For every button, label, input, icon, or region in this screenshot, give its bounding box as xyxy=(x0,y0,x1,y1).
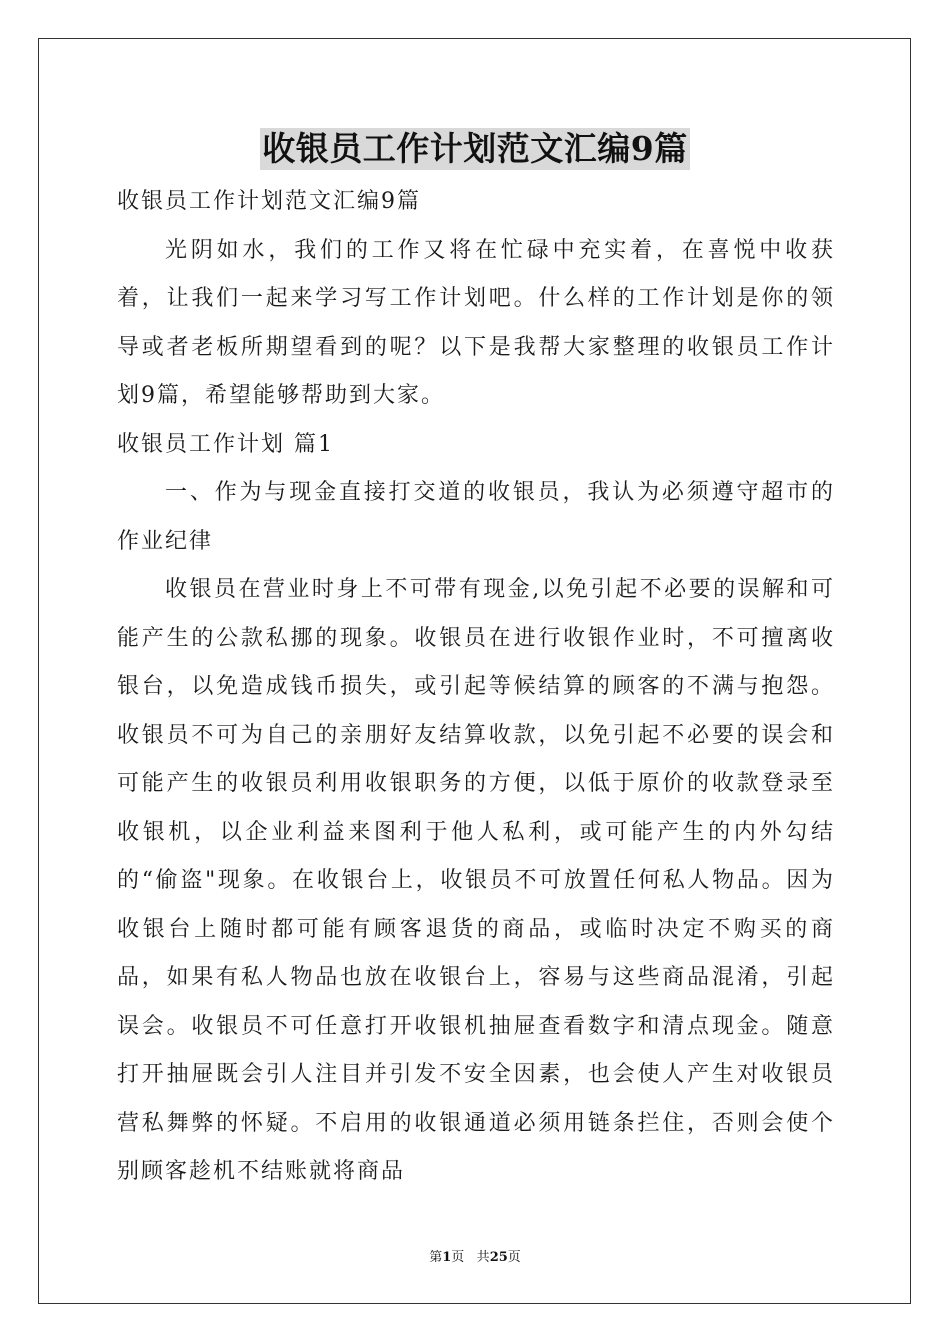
title-container xyxy=(0,128,950,170)
intro-paragraph: 光阴如水，我们的工作又将在忙碌中充实着，在喜悦中收获着，让我们一起来学习写工作计划吧。什么样的工作计划是你的领导或者老板所期望看到的呢？以下是我帮大家整理的收银员工作计划9篇，希望能够帮助到大家。 xyxy=(117,237,835,408)
footer-total-suffix: 页 xyxy=(507,1250,521,1265)
document-title: 收银员工作计划范文汇编9篇 xyxy=(262,129,688,168)
footer-total-prefix: 共 xyxy=(476,1250,490,1265)
footer-page-prefix: 第 xyxy=(429,1250,443,1265)
section-body-paragraph: 收银员在营业时身上不可带有现金,以免引起不必要的误解和可能产生的公款私挪的现象。收银员在进行收银作业时，不可擅离收银台，以免造成钱币损失，或引起等候结算的顾客的不满与抱怨。收银员不可为自己的亲朋好友结算收款，以免引起不必要的误会和可能产生的收银员利用收银职务的方便，以低于原价的收款登录至收银机，以企业利益来图利于他人私利，或可能产生的内外勾结的“偷盗"现象。在收银台上，收银员不可放置任何私人物品。因为收银台上随时都可能有顾客退货的商品，或临时决定不购买的商品，如果有私人物品也放在收银台上，容易与这些商品混淆，引起误会。收银员不可任意打开收银机抽屉查看数字和清点现金。随意打开抽屉既会引人注目并引发不安全因素，也会使人产生对收银员营私舞弊的怀疑。不启用的收银通道必须用链条拦住，否则会使个别顾客趁机不结账就将商品 xyxy=(117,577,835,1184)
section-heading: 收银员工作计划 篇1 xyxy=(117,431,334,457)
document-body xyxy=(117,178,835,1197)
page-footer xyxy=(0,1246,950,1265)
section-point: 一、作为与现金直接打交道的收银员，我认为必须遵守超市的作业纪律 xyxy=(117,480,835,554)
footer-page-number: 1 xyxy=(442,1250,452,1265)
document-subtitle: 收银员工作计划范文汇编9篇 xyxy=(117,189,421,214)
footer-page-suffix: 页 xyxy=(451,1250,465,1265)
footer-total-pages: 25 xyxy=(489,1250,508,1265)
